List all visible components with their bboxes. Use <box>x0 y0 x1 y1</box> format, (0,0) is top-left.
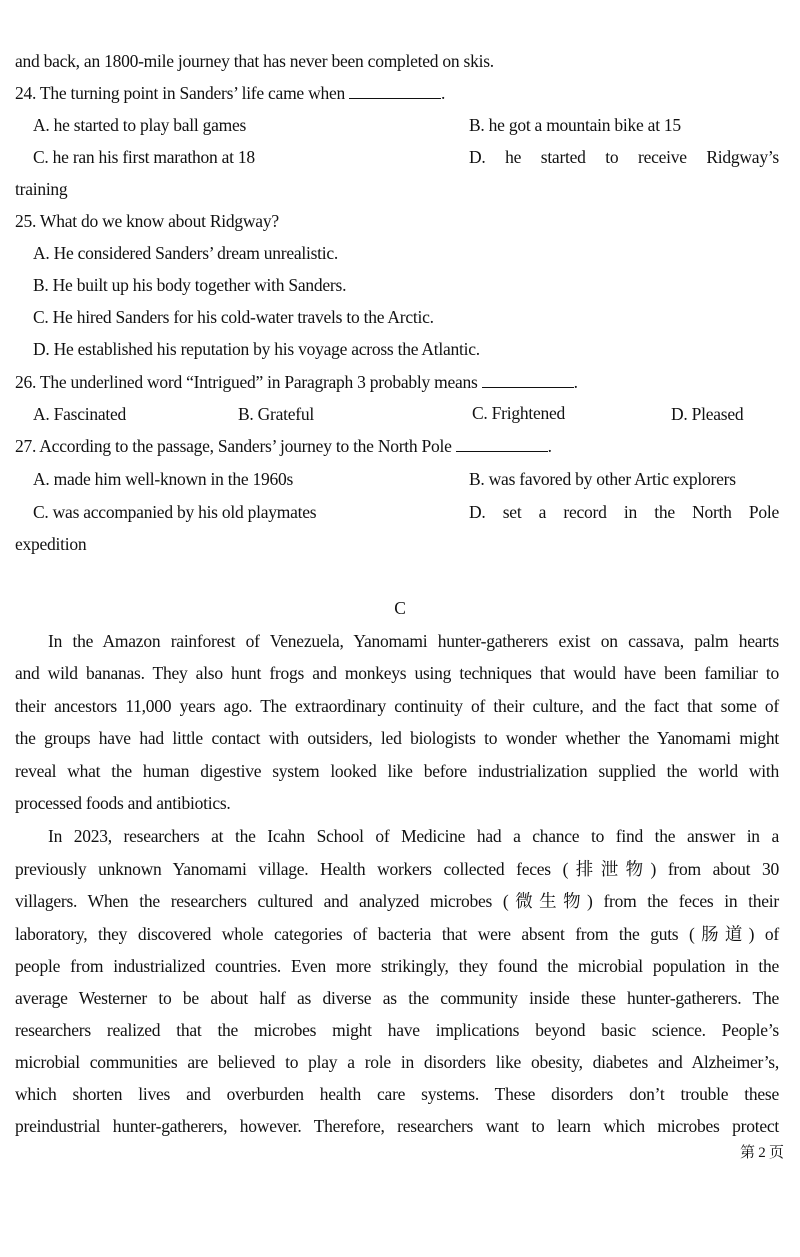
q24-option-b: B. he got a mountain bike at 15 <box>469 115 681 135</box>
paragraph-line: processed foods and antibiotics. <box>15 793 231 813</box>
paragraph-line: and wild bananas. They also hunt frogs and monkeys using techniques that would have been familiar to <box>15 663 779 683</box>
paragraph-line: average Westerner to be about half as diverse as the community inside these hunter-gatherers. The <box>15 988 779 1008</box>
q27-option-a: A. made him well-known in the 1960s <box>33 469 294 489</box>
q26-option-a: A. Fascinated <box>33 404 126 424</box>
paragraph-line: laboratory, they discovered whole categories of bacteria that were absent from the guts (肠道) of <box>15 924 779 944</box>
paragraph-line: reveal what the human digestive system looked like before industrialization supplied the world with <box>15 761 779 781</box>
paragraph-line: researchers realized that the microbes might have implications beyond basic science. People’s <box>15 1020 779 1040</box>
paragraph-line: In 2023, researchers at the Icahn School of Medicine had a chance to find the answer in a <box>48 826 779 846</box>
q25-option-d: D. He established his reputation by his voyage across the Atlantic. <box>33 339 480 359</box>
q27-option-c: C. was accompanied by his old playmates <box>33 502 317 522</box>
question-27: 27. According to the passage, Sanders’ journey to the North Pole . <box>15 436 552 456</box>
paragraph-line: previously unknown Yanomami village. Health workers collected feces (排泄物) from about 30 <box>15 859 779 879</box>
answer-blank-26 <box>482 373 574 388</box>
q27-option-d-continued: expedition <box>15 534 87 554</box>
q24-option-c: C. he ran his first marathon at 18 <box>33 147 255 167</box>
question-24-stem: 24. The turning point in Sanders’ life came when <box>15 83 345 103</box>
q24-option-a: A. he started to play ball games <box>33 115 247 135</box>
question-26: 26. The underlined word “Intrigued” in Paragraph 3 probably means . <box>15 372 578 392</box>
question-24: 24. The turning point in Sanders’ life came when . <box>15 83 446 103</box>
q26-option-b: B. Grateful <box>238 404 314 424</box>
q25-option-a: A. He considered Sanders’ dream unrealistic. <box>33 243 339 263</box>
question-25-stem: 25. What do we know about Ridgway? <box>15 211 279 231</box>
q26-option-c: C. Frightened <box>472 403 565 423</box>
paragraph-line: microbial communities are believed to play a role in disorders like obesity, diabetes and Alzheimer’s, <box>15 1052 779 1072</box>
q27-option-d: D. set a record in the North Pole <box>469 502 779 522</box>
answer-blank-27 <box>456 437 548 452</box>
paragraph-line: their ancestors 11,000 years ago. The extraordinary continuity of their culture, and the fact that some of <box>15 696 779 716</box>
q26-option-d: D. Pleased <box>671 404 744 424</box>
paragraph-line: which shorten lives and overburden health care systems. These disorders don’t trouble these <box>15 1084 779 1104</box>
paragraph-line: preindustrial hunter-gatherers, however. Therefore, researchers want to learn which microbes protect <box>15 1116 779 1136</box>
q24-option-d: D. he started to receive Ridgway’s <box>469 147 779 167</box>
section-heading-c: C <box>394 598 406 618</box>
carryover-text: and back, an 1800-mile journey that has never been completed on skis. <box>15 51 494 71</box>
question-27-stem: 27. According to the passage, Sanders’ journey to the North Pole <box>15 436 452 456</box>
paragraph-line: the groups have had little contact with outsiders, led biologists to wonder whether the Yanomami might <box>15 728 779 748</box>
question-26-stem: 26. The underlined word “Intrigued” in Paragraph 3 probably means <box>15 372 478 392</box>
q27-option-b: B. was favored by other Artic explorers <box>469 469 736 489</box>
answer-blank-24 <box>349 84 441 99</box>
q24-option-d-continued: training <box>15 179 68 199</box>
paragraph-line: people from industrialized countries. Even more strikingly, they found the microbial population in the <box>15 956 779 976</box>
paragraph-line: villagers. When the researchers cultured and analyzed microbes (微生物) from the feces in their <box>15 891 779 911</box>
page-number: 第 2 页 <box>740 1145 784 1161</box>
q25-option-c: C. He hired Sanders for his cold-water travels to the Arctic. <box>33 307 434 327</box>
q25-option-b: B. He built up his body together with Sanders. <box>33 275 347 295</box>
paragraph-line: In the Amazon rainforest of Venezuela, Yanomami hunter-gatherers exist on cassava, palm hearts <box>48 631 779 651</box>
